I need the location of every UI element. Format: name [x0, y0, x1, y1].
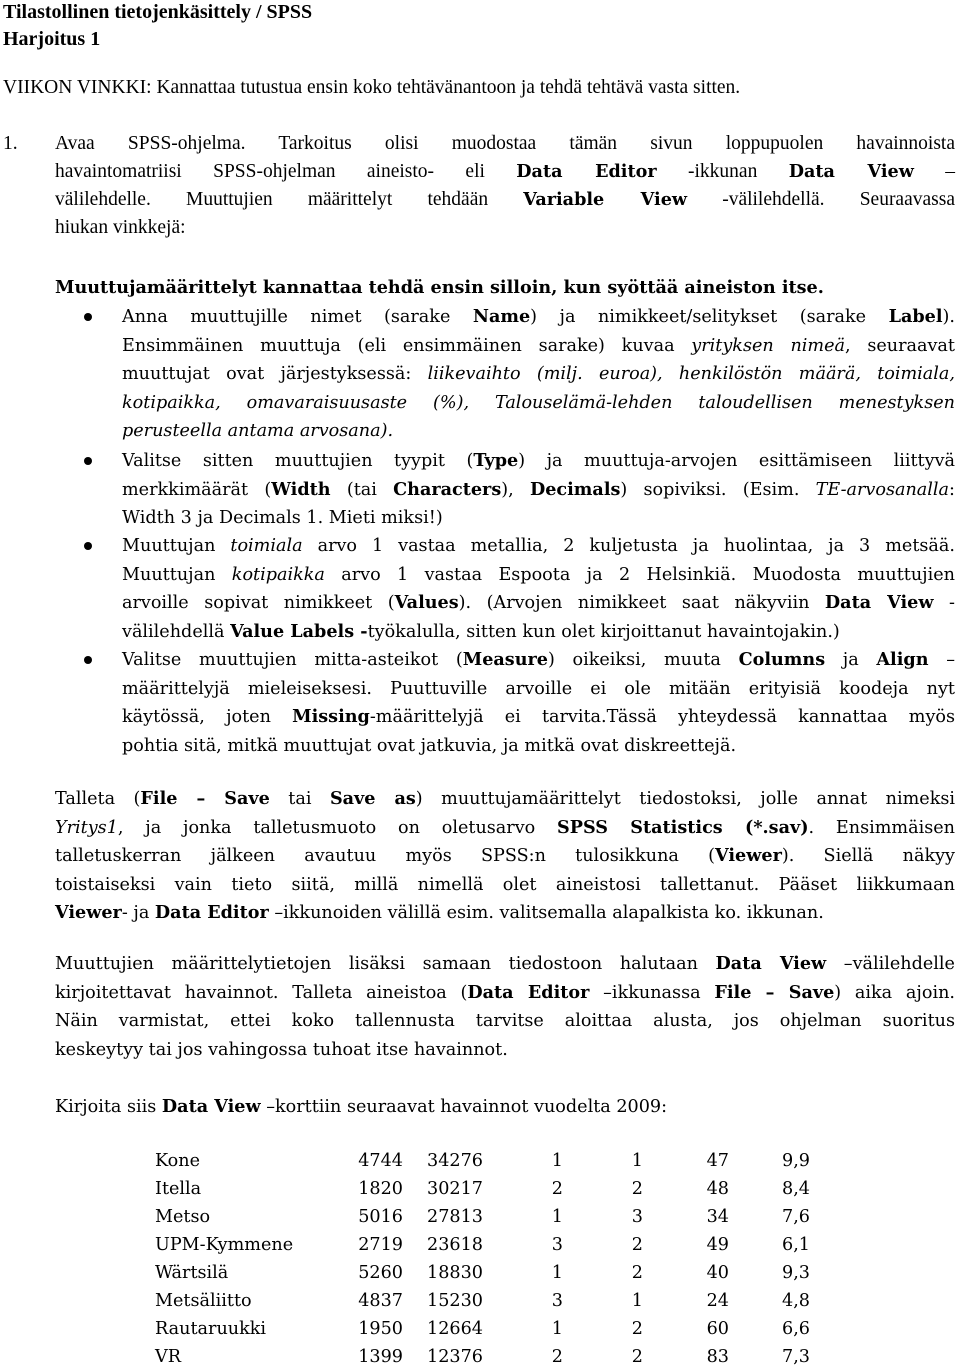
bullet-icon — [84, 313, 92, 321]
value-cell: 30217 — [427, 1179, 483, 1199]
page-subtitle: Harjoitus 1 — [3, 28, 101, 50]
company-name-cell: Wärtsilä — [155, 1263, 229, 1283]
value-cell: 24 — [706, 1291, 729, 1311]
bullet-icon — [84, 542, 92, 550]
bullet-names-labels: Anna muuttujille nimet (sarake Name) ja nimikkeet/selitykset (sarake Label). Ensimmäinen muuttuja (eli ensimmäinen sarake) kuvaa yrityksen nimeä, seuraavat muuttujat ovat järjestyksessä: liikevaihto (milj. euroa), henkilöstön määrä, toimiala, kotipaikka, omavaraisuusaste (%), Talouselämä-lehden taloudellisen menestyksen perusteella antama arvosana). — [122, 306, 955, 441]
bullet-measure: Valitse muuttujien mitta-asteikot (Measure) oikeiksi, muuta Columns ja Align – määrittelyjä mieleiseksesi. Puuttuville arvoille ei ole mitään erityisiä koodeja nyt käytössä, joten Missing-määrittelyjä ei tarvita.Tässä yhteydessä kannattaa myös pohtia sitä, mitkä muuttujat ovat jatkuvia, ja mitkä ovat diskreettejä. — [122, 649, 956, 756]
save-paragraph: Talleta (File – Save tai Save as) muuttujamäärittelyt tiedostoksi, jolle annat nimeksi Yritys1, ja jonka talletusmuoto on oletusarvo SPSS Statistics (*.sav). Ensimmäisen talletuskerran jälkeen avautuu myös SPSS:n tulosikkuna (Viewer). Siellä näkyy toistaiseksi vain tieto siitä, millä nimellä olet aineistosi tallettanut. Pääset liikkumaan Viewer- ja Data Editor –ikkunoiden välillä esim. valitsemalla alapalkista ko. ikkunan. — [55, 788, 956, 923]
value-cell: 1 — [551, 1319, 563, 1339]
value-cell: 1 — [551, 1263, 563, 1283]
value-cell: 2 — [631, 1319, 643, 1339]
table-row — [155, 1259, 810, 1287]
value-cell: 48 — [706, 1179, 729, 1199]
value-cell: 2 — [631, 1235, 643, 1255]
bullet-values: Muuttujan toimiala arvo 1 vastaa metallia, 2 kuljetusta ja huolintaa, ja 3 metsää. Muuttujan kotipaikka arvo 1 vastaa Espoota ja 2 Helsinkiä. Muodosta muuttujien arvoille sopivat nimikkeet (Values). (Arvojen nimikkeet saat näkyviin Data View - välilehdellä Value Labels -työkalulla, sitten kun olet kirjoittanut havaintojakin.) — [122, 536, 955, 642]
bullet-types-widths: Valitse sitten muuttujien tyypit (Type) ja muuttuja-arvojen esittämiseen liittyvä merkkimäärät (Width (tai Characters), Decimals) sopiviksi. (Esim. TE-arvosanalla: Width 3 ja Decimals 1. Mieti miksi!) — [122, 450, 955, 528]
value-cell: 5016 — [358, 1207, 403, 1227]
value-cell: 1 — [551, 1207, 563, 1227]
table-row — [155, 1175, 810, 1203]
task-intro-line: välilehdelle. Muuttujien määrittelyt tehdään Variable View -välilehdellä. Seuraavassa — [55, 189, 955, 210]
value-cell: 5260 — [358, 1263, 403, 1283]
section-subheading: Muuttujamäärittelyt kannattaa tehdä ensin silloin, kun syöttää aineiston itse. — [55, 277, 824, 298]
company-name-cell: Metso — [155, 1207, 211, 1227]
instruction-line: Kirjoita siis Data View –korttiin seuraavat havainnot vuodelta 2009: — [55, 1096, 668, 1117]
value-cell: 2 — [631, 1179, 643, 1199]
value-cell: 3 — [631, 1207, 643, 1227]
observations-table — [155, 1147, 810, 1371]
company-name-cell: Rautaruukki — [155, 1319, 267, 1339]
weekly-tip: VIIKON VINKKI: Kannattaa tutustua ensin koko tehtävänantoon ja tehdä tehtävä vasta sitten. — [3, 77, 741, 98]
value-cell: 4837 — [358, 1291, 403, 1311]
value-cell: 49 — [706, 1235, 729, 1255]
company-name-cell: VR — [155, 1347, 181, 1367]
value-cell: 9,3 — [782, 1263, 810, 1283]
table-row — [155, 1287, 810, 1315]
value-cell: 23618 — [427, 1235, 483, 1255]
value-cell: 9,9 — [782, 1151, 810, 1171]
value-cell: 2 — [551, 1347, 563, 1367]
value-cell: 34 — [706, 1207, 729, 1227]
value-cell: 27813 — [427, 1207, 483, 1227]
task-intro — [55, 130, 955, 242]
value-cell: 1 — [631, 1291, 643, 1311]
company-name-cell: Kone — [155, 1151, 201, 1171]
value-cell: 47 — [706, 1151, 729, 1171]
value-cell: 7,6 — [782, 1207, 810, 1227]
task-number: 1. — [3, 133, 18, 154]
value-cell: 7,3 — [782, 1347, 810, 1367]
value-cell: 60 — [706, 1319, 729, 1339]
value-cell: 4744 — [358, 1151, 403, 1171]
task-intro-line: havaintomatriisi SPSS-ohjelman aineisto- eli Data Editor -ikkunan Data View – — [55, 161, 955, 182]
value-cell: 1820 — [358, 1179, 403, 1199]
value-cell: 1 — [551, 1151, 563, 1171]
company-name-cell: Metsäliitto — [155, 1291, 252, 1311]
bullet-icon — [84, 457, 92, 465]
value-cell: 1399 — [358, 1347, 403, 1367]
value-cell: 3 — [551, 1291, 563, 1311]
value-cell: 6,1 — [782, 1235, 810, 1255]
page-title: Tilastollinen tietojenkäsittely / SPSS — [3, 1, 313, 23]
company-name-cell: Itella — [155, 1179, 202, 1199]
bullet-icon — [84, 656, 92, 664]
value-cell: 2 — [631, 1263, 643, 1283]
value-cell: 3 — [551, 1235, 563, 1255]
data-entry-paragraph: Muuttujien määrittelytietojen lisäksi samaan tiedostoon halutaan Data View –välilehdelle kirjoitettavat havainnot. Talleta aineistoa (Data Editor –ikkunassa File – Save) aika ajoin. Näin varmistat, ettei koko tallennusta tarvitse aloittaa alusta, jos ohjelman suoritus keskeytyy tai jos vahingossa tuhoat itse havainnot. — [55, 953, 955, 1060]
table-row — [155, 1203, 810, 1231]
company-name-cell: UPM-Kymmene — [155, 1235, 294, 1255]
task-intro-line: Avaa SPSS-ohjelma. Tarkoitus olisi muodostaa tämän sivun loppupuolen havainnoista — [55, 133, 955, 154]
value-cell: 40 — [706, 1263, 729, 1283]
value-cell: 12664 — [427, 1319, 483, 1339]
value-cell: 34276 — [427, 1151, 483, 1171]
value-cell: 2719 — [358, 1235, 403, 1255]
value-cell: 4,8 — [782, 1291, 810, 1311]
value-cell: 1 — [631, 1151, 643, 1171]
value-cell: 18830 — [427, 1263, 483, 1283]
value-cell: 2 — [631, 1347, 643, 1367]
table-row — [155, 1231, 810, 1259]
value-cell: 12376 — [427, 1347, 483, 1367]
value-cell: 2 — [551, 1179, 563, 1199]
value-cell: 1950 — [358, 1319, 403, 1339]
table-row — [155, 1315, 810, 1343]
value-cell: 6,6 — [782, 1319, 810, 1339]
task-intro-line: hiukan vinkkejä: — [55, 217, 186, 238]
table-row — [155, 1343, 810, 1371]
table-row — [155, 1147, 810, 1175]
value-cell: 8,4 — [782, 1179, 810, 1199]
value-cell: 83 — [706, 1347, 729, 1367]
value-cell: 15230 — [427, 1291, 483, 1311]
